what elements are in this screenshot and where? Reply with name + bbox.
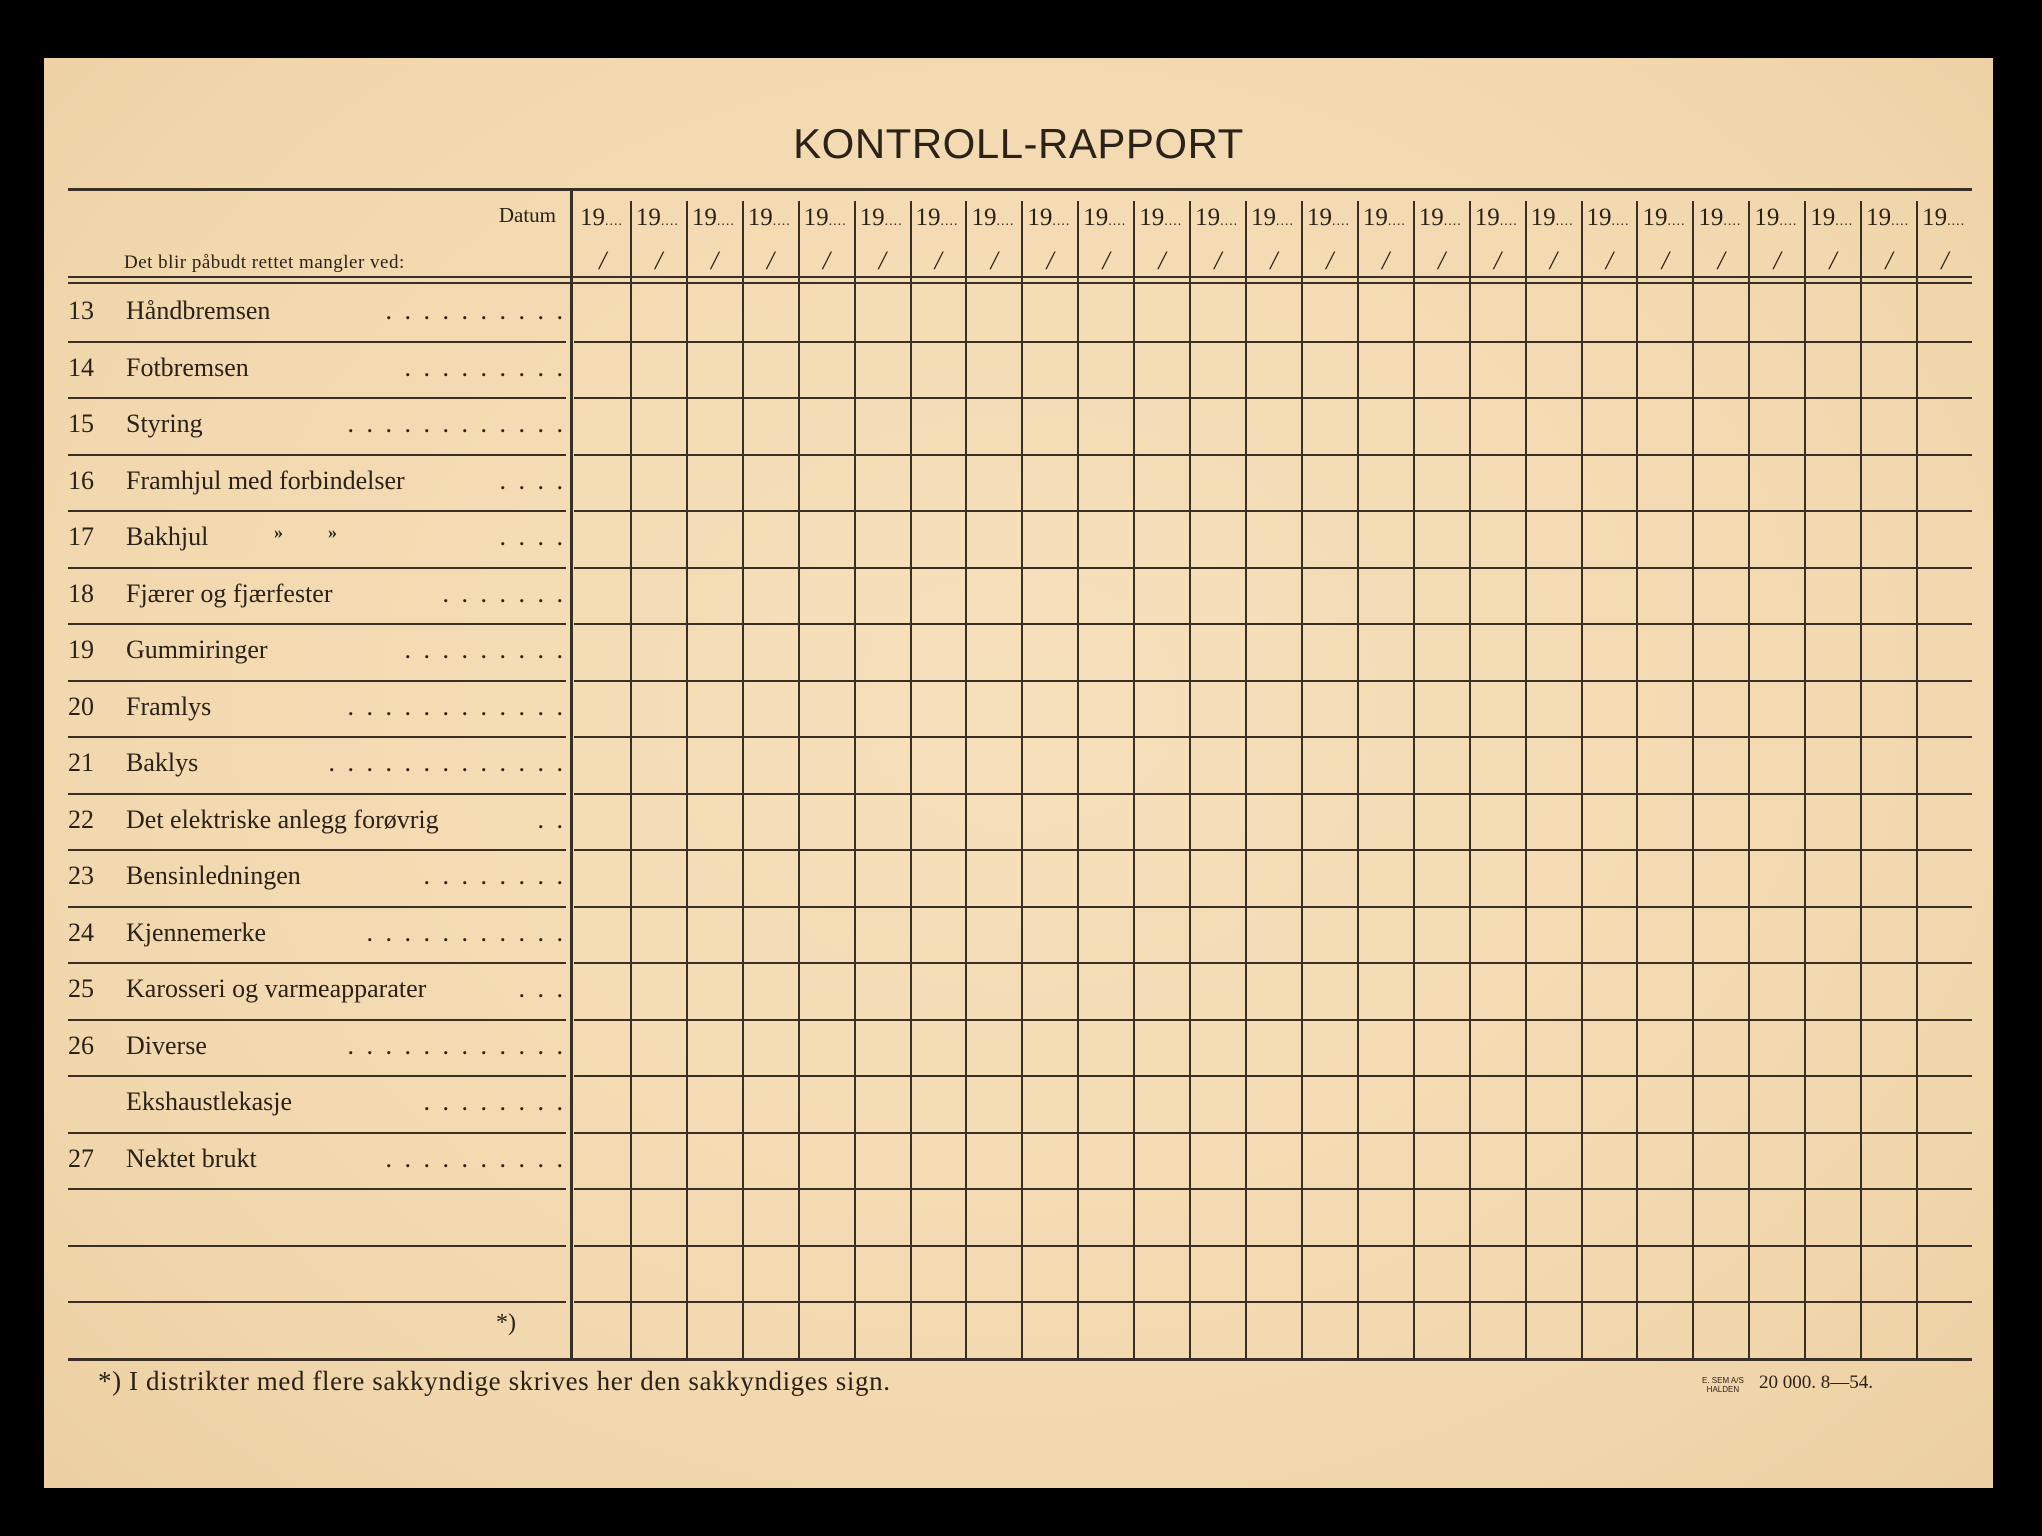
column-year-text: 19: [1922, 204, 1948, 231]
column-year: [1754, 204, 1797, 232]
column-year-text: 19: [635, 204, 661, 231]
column-year-text: 19: [1642, 204, 1668, 231]
row-leader-dots: . . . .: [499, 465, 566, 495]
row-label: Det elektriske anlegg forøvrig: [126, 804, 439, 834]
year-fill-dots: ....: [1443, 214, 1462, 229]
grid-column-line: [1245, 201, 1247, 1358]
row-leader-dots: . . . . . . . .: [423, 1087, 566, 1116]
checklist-row: [44, 1031, 574, 1088]
column-year-text: 19: [1139, 204, 1165, 231]
printer-city: HALDEN: [1706, 1385, 1740, 1394]
year-fill-dots: ....: [1611, 214, 1630, 229]
grid-row-line: [574, 1301, 1972, 1303]
grid-row-line: [574, 962, 1972, 964]
row-number: 21: [68, 748, 94, 777]
column-year-text: 19: [580, 204, 605, 231]
row-number: 26: [68, 1030, 94, 1060]
row-label: Fjærer og fjærfester: [126, 578, 333, 608]
grid-column-line: [854, 201, 856, 1358]
column-date-slash: /: [878, 246, 886, 275]
year-fill-dots: ....: [828, 214, 847, 229]
row-number: 23: [68, 861, 94, 890]
row-number: 25: [68, 974, 94, 1003]
row-leader-dots: . . . . . . . . .: [404, 635, 566, 664]
grid-column-line: [686, 201, 688, 1358]
row-label: Baklys: [126, 748, 199, 777]
grid-column-line: [630, 201, 632, 1358]
column-date-slash: /: [599, 246, 607, 275]
column-date-slash: /: [1493, 246, 1502, 275]
column-year: [580, 204, 623, 232]
column-year-text: 19: [1586, 204, 1612, 231]
row-number: 15: [68, 409, 94, 438]
column-year: [1083, 204, 1126, 232]
grid-row-line: [574, 397, 1972, 399]
column-year-text: 19: [1251, 204, 1277, 231]
grid-column-line: [1525, 201, 1527, 1358]
column-date-slash: /: [1661, 246, 1669, 275]
year-fill-dots: ....: [605, 214, 623, 229]
grid-column-line: [1860, 201, 1862, 1358]
form-title: KONTROLL-RAPPORT: [793, 120, 1244, 167]
label-row-line: [68, 1245, 566, 1247]
column-date-slash: /: [1773, 246, 1781, 275]
column-date-slash: /: [1326, 246, 1334, 275]
year-fill-dots: ....: [660, 214, 679, 229]
column-year: [1307, 204, 1350, 232]
year-fill-dots: ....: [1331, 214, 1350, 229]
column-year-text: 19: [915, 204, 941, 231]
column-year: [916, 204, 959, 232]
grid-column-line: [1692, 201, 1694, 1358]
row-label: Bakhjul: [126, 522, 209, 551]
year-fill-dots: ....: [1499, 214, 1518, 229]
grid-column-line: [1916, 201, 1918, 1358]
grid-row-line: [574, 510, 1972, 512]
year-fill-dots: ....: [1052, 214, 1071, 229]
year-fill-dots: ....: [884, 214, 903, 229]
year-fill-dots: ....: [1667, 214, 1686, 229]
column-year-text: 19: [1754, 204, 1780, 231]
row-number: 18: [68, 578, 94, 608]
header-double-rule-lower: [68, 282, 1972, 284]
row-leader-dots: . . . . . . . .: [423, 861, 566, 890]
year-fill-dots: ....: [1891, 214, 1910, 229]
grid-row-line: [574, 1132, 1972, 1134]
row-leader-dots: . . . . . . . . . . . .: [347, 1030, 566, 1060]
row-leader-dots: . . . . . . . . . .: [385, 296, 566, 325]
column-year: [1363, 204, 1406, 232]
year-fill-dots: ....: [1947, 214, 1966, 229]
checklist-row: [44, 748, 574, 805]
row-leader-dots: . . . . . . . . . .: [385, 1143, 566, 1173]
footnote-mark: *): [496, 1310, 516, 1336]
grid-column-line: [1189, 201, 1191, 1358]
column-year: [860, 204, 903, 232]
row-label: Bensinledningen: [126, 861, 301, 890]
row-number: 22: [68, 804, 94, 834]
grid-row-line: [574, 680, 1972, 682]
grid-row-line: [574, 849, 1972, 851]
footnote-text: *) I distrikter med flere sakkyndige skrives her den sakkyndiges sign.: [98, 1366, 891, 1396]
year-fill-dots: ....: [1723, 214, 1742, 229]
column-year: [1475, 204, 1518, 232]
row-leader-dots: . . . . . . . . .: [404, 352, 566, 382]
grid-column-line: [965, 201, 967, 1358]
column-year-text: 19: [1810, 204, 1836, 231]
grid-row-line: [574, 1019, 1972, 1021]
column-year: [1922, 204, 1965, 232]
column-date-slash: /: [1270, 246, 1278, 275]
year-fill-dots: ....: [1220, 214, 1239, 229]
grid-row-line: [574, 567, 1972, 569]
column-date-slash: /: [1941, 246, 1949, 275]
checklist-row: [44, 466, 574, 523]
year-fill-dots: ....: [1164, 214, 1183, 229]
checklist-row: [44, 353, 574, 410]
year-fill-dots: ....: [1835, 214, 1854, 229]
column-year-text: 19: [1474, 204, 1500, 231]
column-year: [748, 204, 791, 232]
row-leader-dots: . . .: [518, 974, 566, 1003]
row-number: 24: [68, 917, 94, 947]
checklist-row: [44, 805, 574, 862]
column-date-slash: /: [822, 246, 831, 275]
row-label: Framlys: [126, 691, 212, 721]
grid-row-line: [574, 736, 1972, 738]
row-number: 20: [68, 691, 94, 721]
checklist-row: [44, 409, 574, 466]
checklist-row: [44, 579, 574, 636]
column-year: [636, 204, 679, 232]
checklist-row: [44, 861, 574, 918]
grid-column-line: [1748, 201, 1750, 1358]
column-year: [1587, 204, 1630, 232]
column-year: [1195, 204, 1238, 232]
column-date-slash: /: [1382, 246, 1390, 275]
checklist-row: [44, 1087, 574, 1144]
column-year-text: 19: [747, 204, 773, 231]
column-year-text: 19: [1362, 204, 1388, 231]
column-year: [1027, 204, 1070, 232]
year-fill-dots: ....: [940, 214, 959, 229]
column-year-text: 19: [1698, 204, 1724, 231]
column-year: [692, 204, 735, 232]
column-date-slash: /: [1158, 246, 1166, 275]
grid-column-line: [1413, 201, 1415, 1358]
checklist-row: [44, 974, 574, 1031]
year-fill-dots: ....: [1387, 214, 1406, 229]
grid-column-line: [1357, 201, 1359, 1358]
column-year: [1642, 204, 1685, 232]
checklist-row: [44, 1144, 574, 1201]
year-fill-dots: ....: [996, 214, 1015, 229]
row-label: Gummiringer: [126, 635, 268, 664]
row-ditto-marks: » »: [274, 522, 337, 542]
column-year: [1866, 204, 1909, 232]
checklist-row: [44, 522, 574, 579]
inspection-card: [44, 58, 1993, 1488]
column-year-text: 19: [1195, 204, 1221, 231]
grid-column-line: [1301, 201, 1303, 1358]
row-label: Styring: [126, 409, 203, 438]
grid-column-line: [1077, 201, 1079, 1358]
row-number: 19: [68, 635, 94, 664]
column-date-slash: /: [934, 246, 942, 275]
column-year: [1810, 204, 1853, 232]
column-year: [1531, 204, 1574, 232]
checklist-row: [44, 635, 574, 692]
year-fill-dots: ....: [1779, 214, 1798, 229]
column-year-text: 19: [691, 204, 717, 231]
grid-row-line: [574, 906, 1972, 908]
column-date-slash: /: [1102, 246, 1110, 275]
column-date-slash: /: [1549, 246, 1558, 275]
grid-column-line: [910, 201, 912, 1358]
column-date-slash: /: [1046, 246, 1054, 275]
column-date-slash: /: [1437, 246, 1446, 275]
row-label: Framhjul med forbindelser: [126, 465, 405, 495]
year-fill-dots: ....: [1276, 214, 1295, 229]
row-number: 17: [68, 522, 94, 551]
header-sub-label: Det blir påbudt rettet mangler ved:: [124, 252, 405, 273]
grid-row-line: [574, 623, 1972, 625]
row-label: Håndbremsen: [126, 296, 271, 325]
row-label: Diverse: [126, 1030, 207, 1060]
column-date-slash: /: [766, 246, 775, 275]
grid-row-line: [574, 341, 1972, 343]
checklist-row: [44, 918, 574, 975]
print-run: 20 000. 8—54.: [1759, 1372, 1873, 1393]
grid-row-line: [574, 1188, 1972, 1190]
row-number: 16: [68, 465, 94, 495]
grid-column-line: [1133, 201, 1135, 1358]
column-date-slash: /: [1829, 246, 1837, 275]
row-number: 27: [68, 1143, 94, 1173]
row-label: Ekshaustlekasje: [126, 1087, 293, 1116]
row-leader-dots: . . . . . . . . . . .: [366, 917, 566, 947]
row-number: 13: [68, 296, 94, 325]
row-leader-dots: . . . .: [499, 522, 566, 551]
grid-column-line: [1581, 201, 1583, 1358]
column-date-slash: /: [990, 246, 998, 275]
row-leader-dots: . .: [537, 804, 566, 834]
grid-column-line: [1469, 201, 1471, 1358]
year-fill-dots: ....: [716, 214, 735, 229]
grid-column-line: [1804, 201, 1806, 1358]
column-year-text: 19: [1866, 204, 1892, 231]
printer-name: E. SEM A/S: [1702, 1376, 1744, 1385]
row-leader-dots: . . . . . . . . . . . .: [347, 691, 566, 721]
label-row-line: [68, 1301, 566, 1303]
column-year-text: 19: [1306, 204, 1332, 231]
year-fill-dots: ....: [1555, 214, 1574, 229]
column-year-text: 19: [803, 204, 829, 231]
row-leader-dots: . . . . . . . . . . . .: [347, 409, 566, 438]
column-date-slash: /: [1605, 246, 1613, 275]
column-date-slash: /: [711, 246, 719, 275]
column-year-text: 19: [1418, 204, 1444, 231]
column-year: [1251, 204, 1294, 232]
row-number: 14: [68, 352, 94, 382]
header-double-rule-upper: [68, 276, 1972, 278]
row-label: Nektet brukt: [126, 1143, 257, 1173]
row-label: Fotbremsen: [126, 352, 249, 382]
row-label: Kjennemerke: [126, 917, 267, 947]
column-date-slash: /: [1717, 246, 1725, 275]
year-fill-dots: ....: [772, 214, 791, 229]
column-year-text: 19: [1530, 204, 1556, 231]
grid-column-line: [798, 201, 800, 1358]
checklist-row: [44, 692, 574, 749]
column-year: [1698, 204, 1741, 232]
grid-column-line: [1021, 201, 1023, 1358]
datum-label: Datum: [498, 203, 556, 227]
row-leader-dots: . . . . . . . . . . . . .: [328, 748, 566, 777]
column-year-text: 19: [1027, 204, 1053, 231]
grid-row-line: [574, 793, 1972, 795]
checklist-row: [44, 296, 574, 353]
year-fill-dots: ....: [1108, 214, 1127, 229]
column-date-slash: /: [1885, 246, 1893, 275]
printer-imprint: [1702, 1376, 1744, 1394]
column-year-text: 19: [859, 204, 885, 231]
bottom-rule: [68, 1358, 1972, 1361]
column-year: [1419, 204, 1462, 232]
grid-row-line: [574, 454, 1972, 456]
column-date-slash: /: [655, 246, 663, 275]
column-year: [971, 204, 1014, 232]
column-year: [1139, 204, 1182, 232]
column-date-slash: /: [1214, 246, 1222, 275]
grid-column-line: [1636, 201, 1638, 1358]
grid-row-line: [574, 1245, 1972, 1247]
row-leader-dots: . . . . . . .: [442, 578, 566, 608]
grid-column-line: [742, 201, 744, 1358]
row-label: Karosseri og varmeapparater: [126, 974, 427, 1003]
column-year-text: 19: [1083, 204, 1109, 231]
grid-row-line: [574, 1075, 1972, 1077]
column-year-text: 19: [971, 204, 997, 231]
column-year: [804, 204, 847, 232]
